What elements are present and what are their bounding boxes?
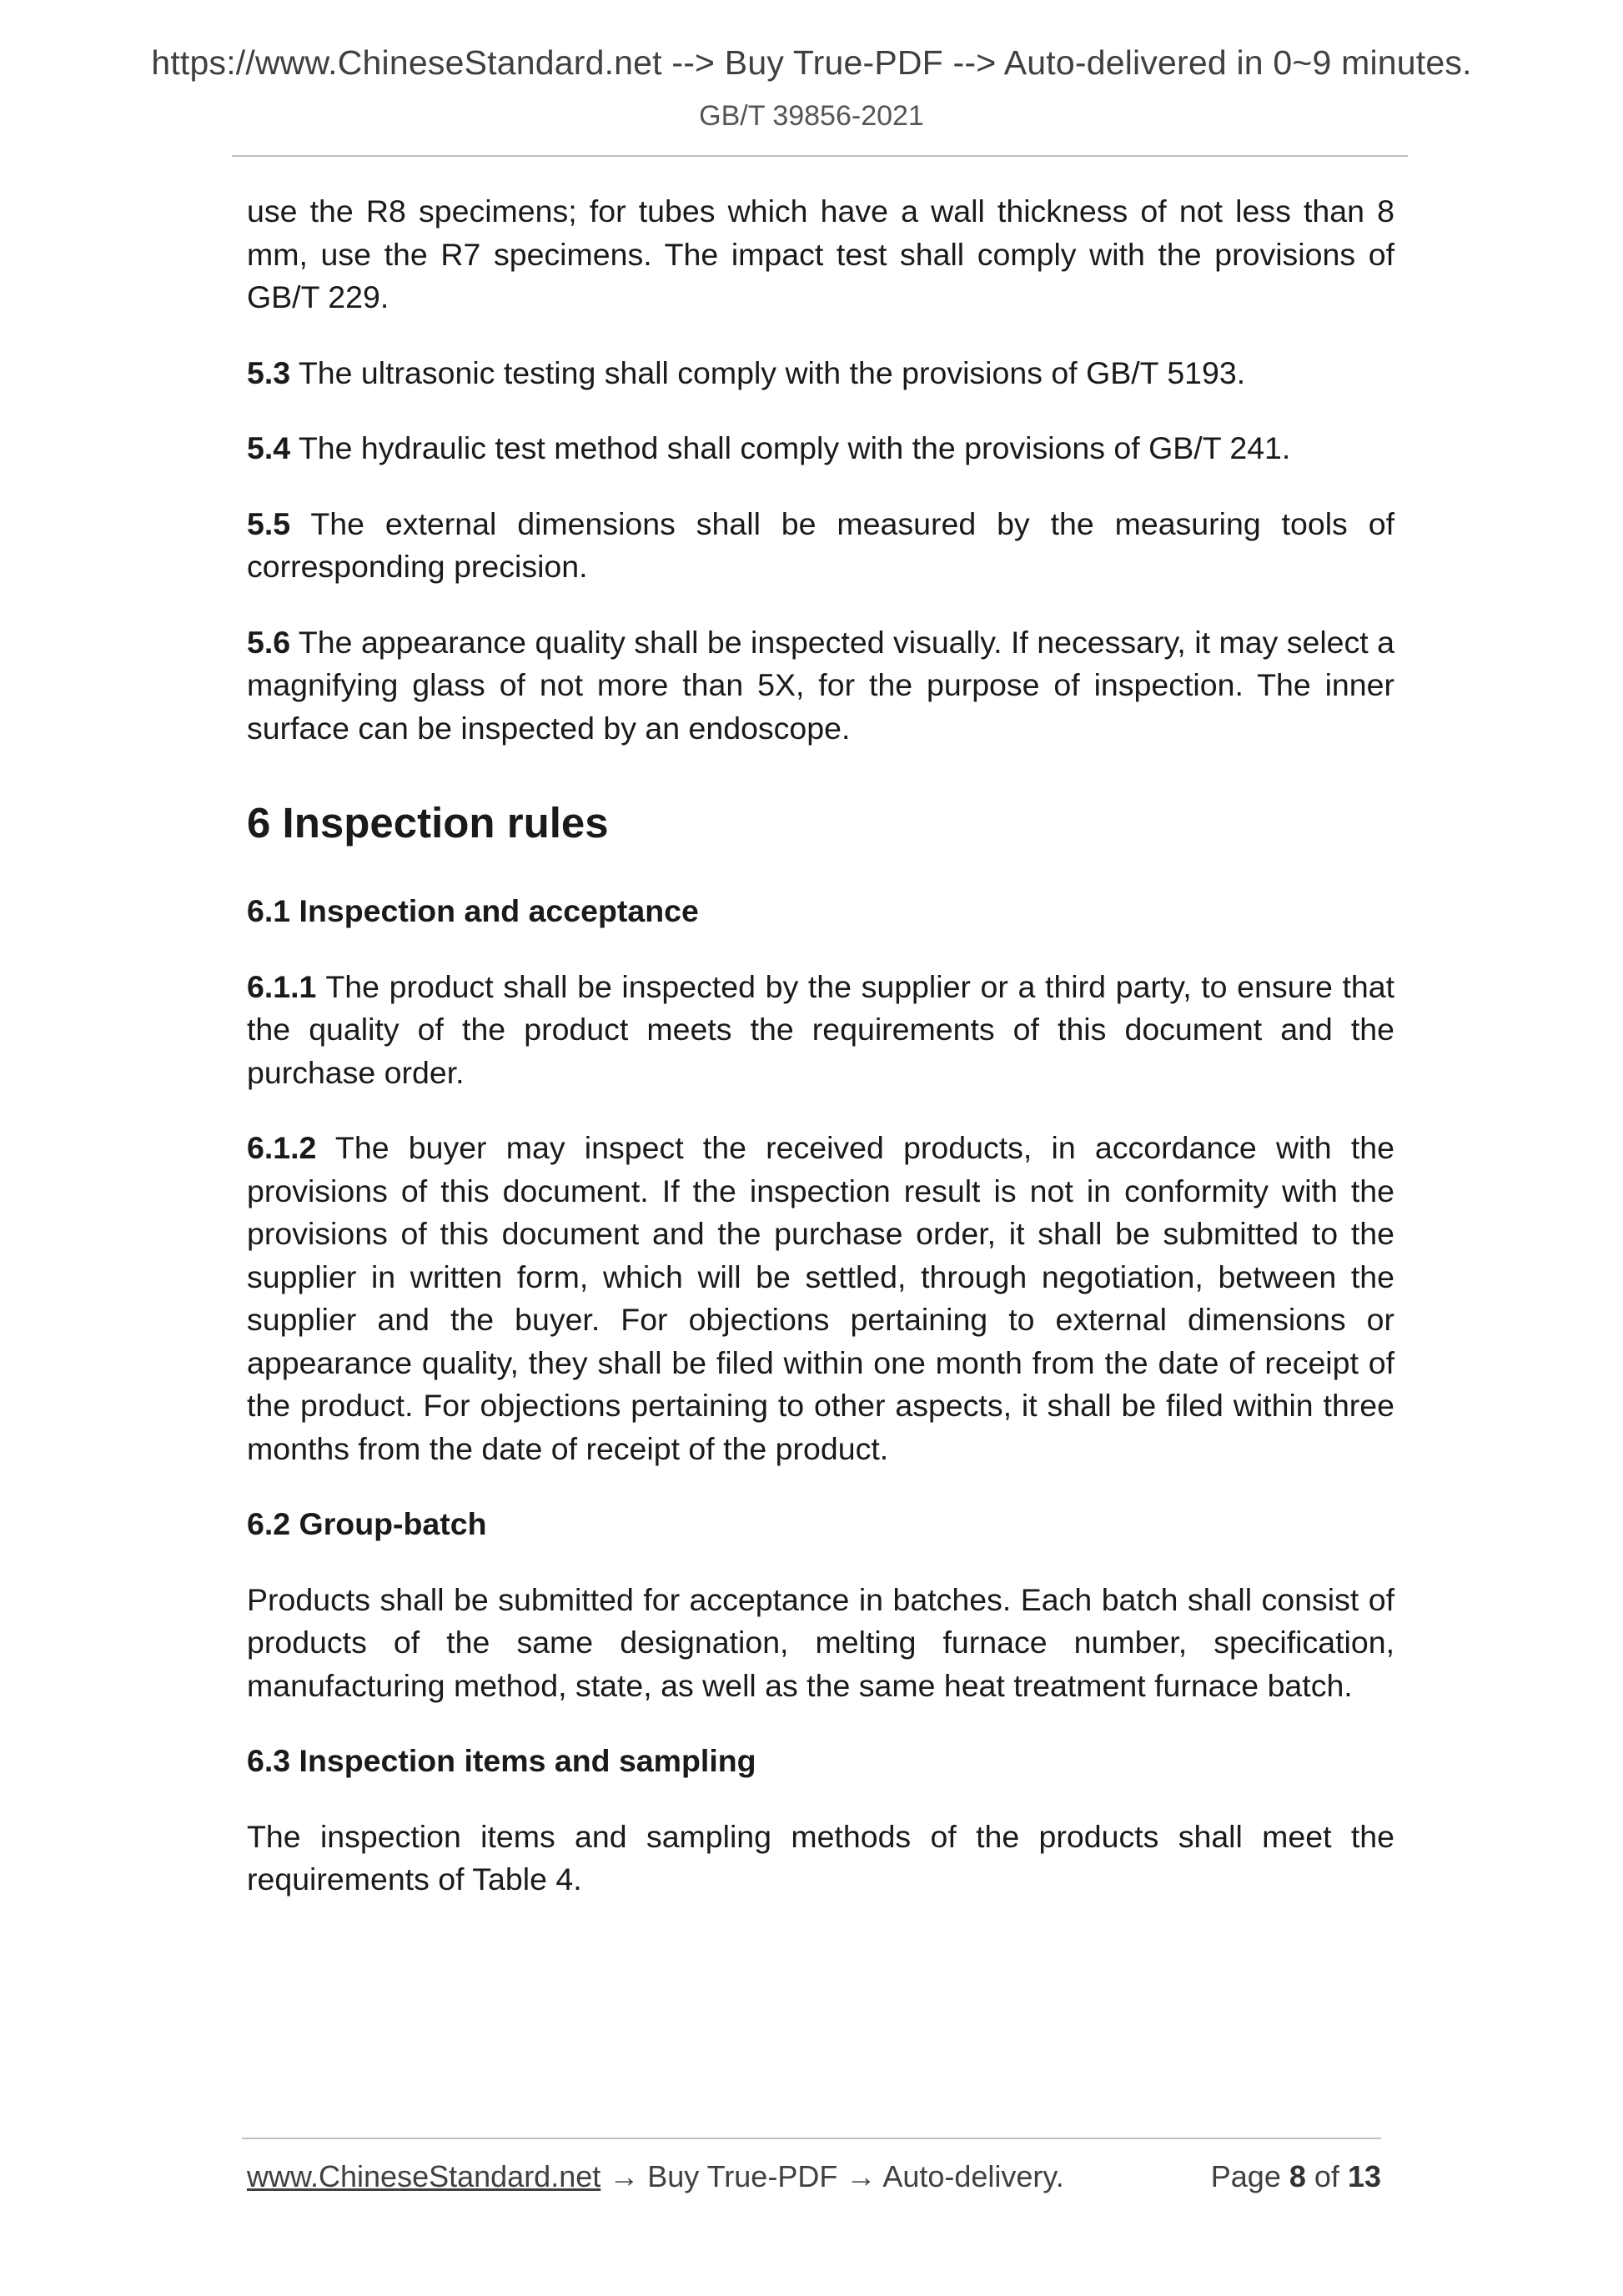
paragraph-continued: use the R8 specimens; for tubes which have a wall thickness of not less than 8 mm, use the R7 specimens. The impact test shall comply with the provisions of GB/T 229. [247,193,1394,314]
section-heading-6: 6 Inspection rules [247,799,609,847]
clause-6-2-text: Products shall be submitted for acceptance in batches. Each batch shall consist of products of the same designation, melting furnace number, specification, manufacturing method, state, as well as the same heat treatment furnace batch. [247,1581,1394,1703]
subsection-heading-6-3: 6.3 Inspection items and sampling [247,1743,756,1778]
page-total: 13 [1347,2159,1381,2193]
clause-number: 6.1.2 [247,1130,317,1165]
standard-code: GB/T 39856-2021 [699,100,924,132]
clause-number: 5.3 [247,354,291,390]
clause-5-6 [247,621,1394,751]
clause-6-1-1 [247,966,1394,1095]
clause-5-4 [247,427,1394,470]
footer-website-link[interactable]: www.ChineseStandard.net [247,2159,601,2193]
clause-5-3 [247,352,1394,395]
clause-6-1-2 [247,1127,1394,1470]
clause-number: 5.4 [247,430,291,465]
clause-text: The appearance quality shall be inspected visually. If necessary, it may select a magnifying glass of not more than 5X, for the purpose of inspection. The inner surface can be inspected by an endoscope. [247,624,1394,746]
subsection-heading-6-2: 6.2 Group-batch [247,1506,487,1541]
header-divider [232,155,1408,157]
clause-text: The ultrasonic testing shall comply with the provisions of GB/T 5193. [290,354,1246,390]
footer-tagline: → Buy True-PDF → Auto-delivery. [600,2159,1064,2193]
page-number: 8 [1289,2159,1306,2193]
clause-text: The external dimensions shall be measured by the measuring tools of corresponding precision. [247,505,1394,584]
clause-number: 6.1.1 [247,968,317,1004]
of-word: of [1314,2159,1339,2193]
clause-5-5 [247,503,1394,589]
clause-text: The buyer may inspect the received products, in accordance with the provisions of this document. If the inspection result is not in conformity with the provisions of this document and the purchase order, it shall be submitted to the supplier in written form, which will be settled, through negotiation, between the supplier and the buyer. For objections pertaining to external dimensions or appearance quality, they shall be filed within one month from the date of receipt of the product. For objections pertaining to other aspects, it shall be filed within three months from the date of receipt of the product. [247,1130,1394,1466]
page-word: Page [1210,2159,1281,2193]
clause-text: The hydraulic test method shall comply with the provisions of GB/T 241. [290,430,1291,465]
clause-number: 5.6 [247,624,291,660]
page-indicator [1211,2158,1381,2195]
subsection-heading-6-1: 6.1 Inspection and acceptance [247,893,699,928]
header-banner: https://www.ChineseStandard.net --> Buy True-PDF --> Auto-delivered in 0~9 minutes. [151,43,1472,82]
clause-text: The product shall be inspected by the supplier or a third party, to ensure that the quality of the product meets the requirements of this document and the purchase order. [247,968,1394,1090]
clause-6-3-text: The inspection items and sampling methods of the products shall meet the requirements of Table 4. [247,1818,1394,1897]
document-body [247,190,1394,1934]
clause-number: 5.5 [247,505,291,541]
footer-divider [242,2138,1381,2139]
page-footer [247,2158,1381,2195]
